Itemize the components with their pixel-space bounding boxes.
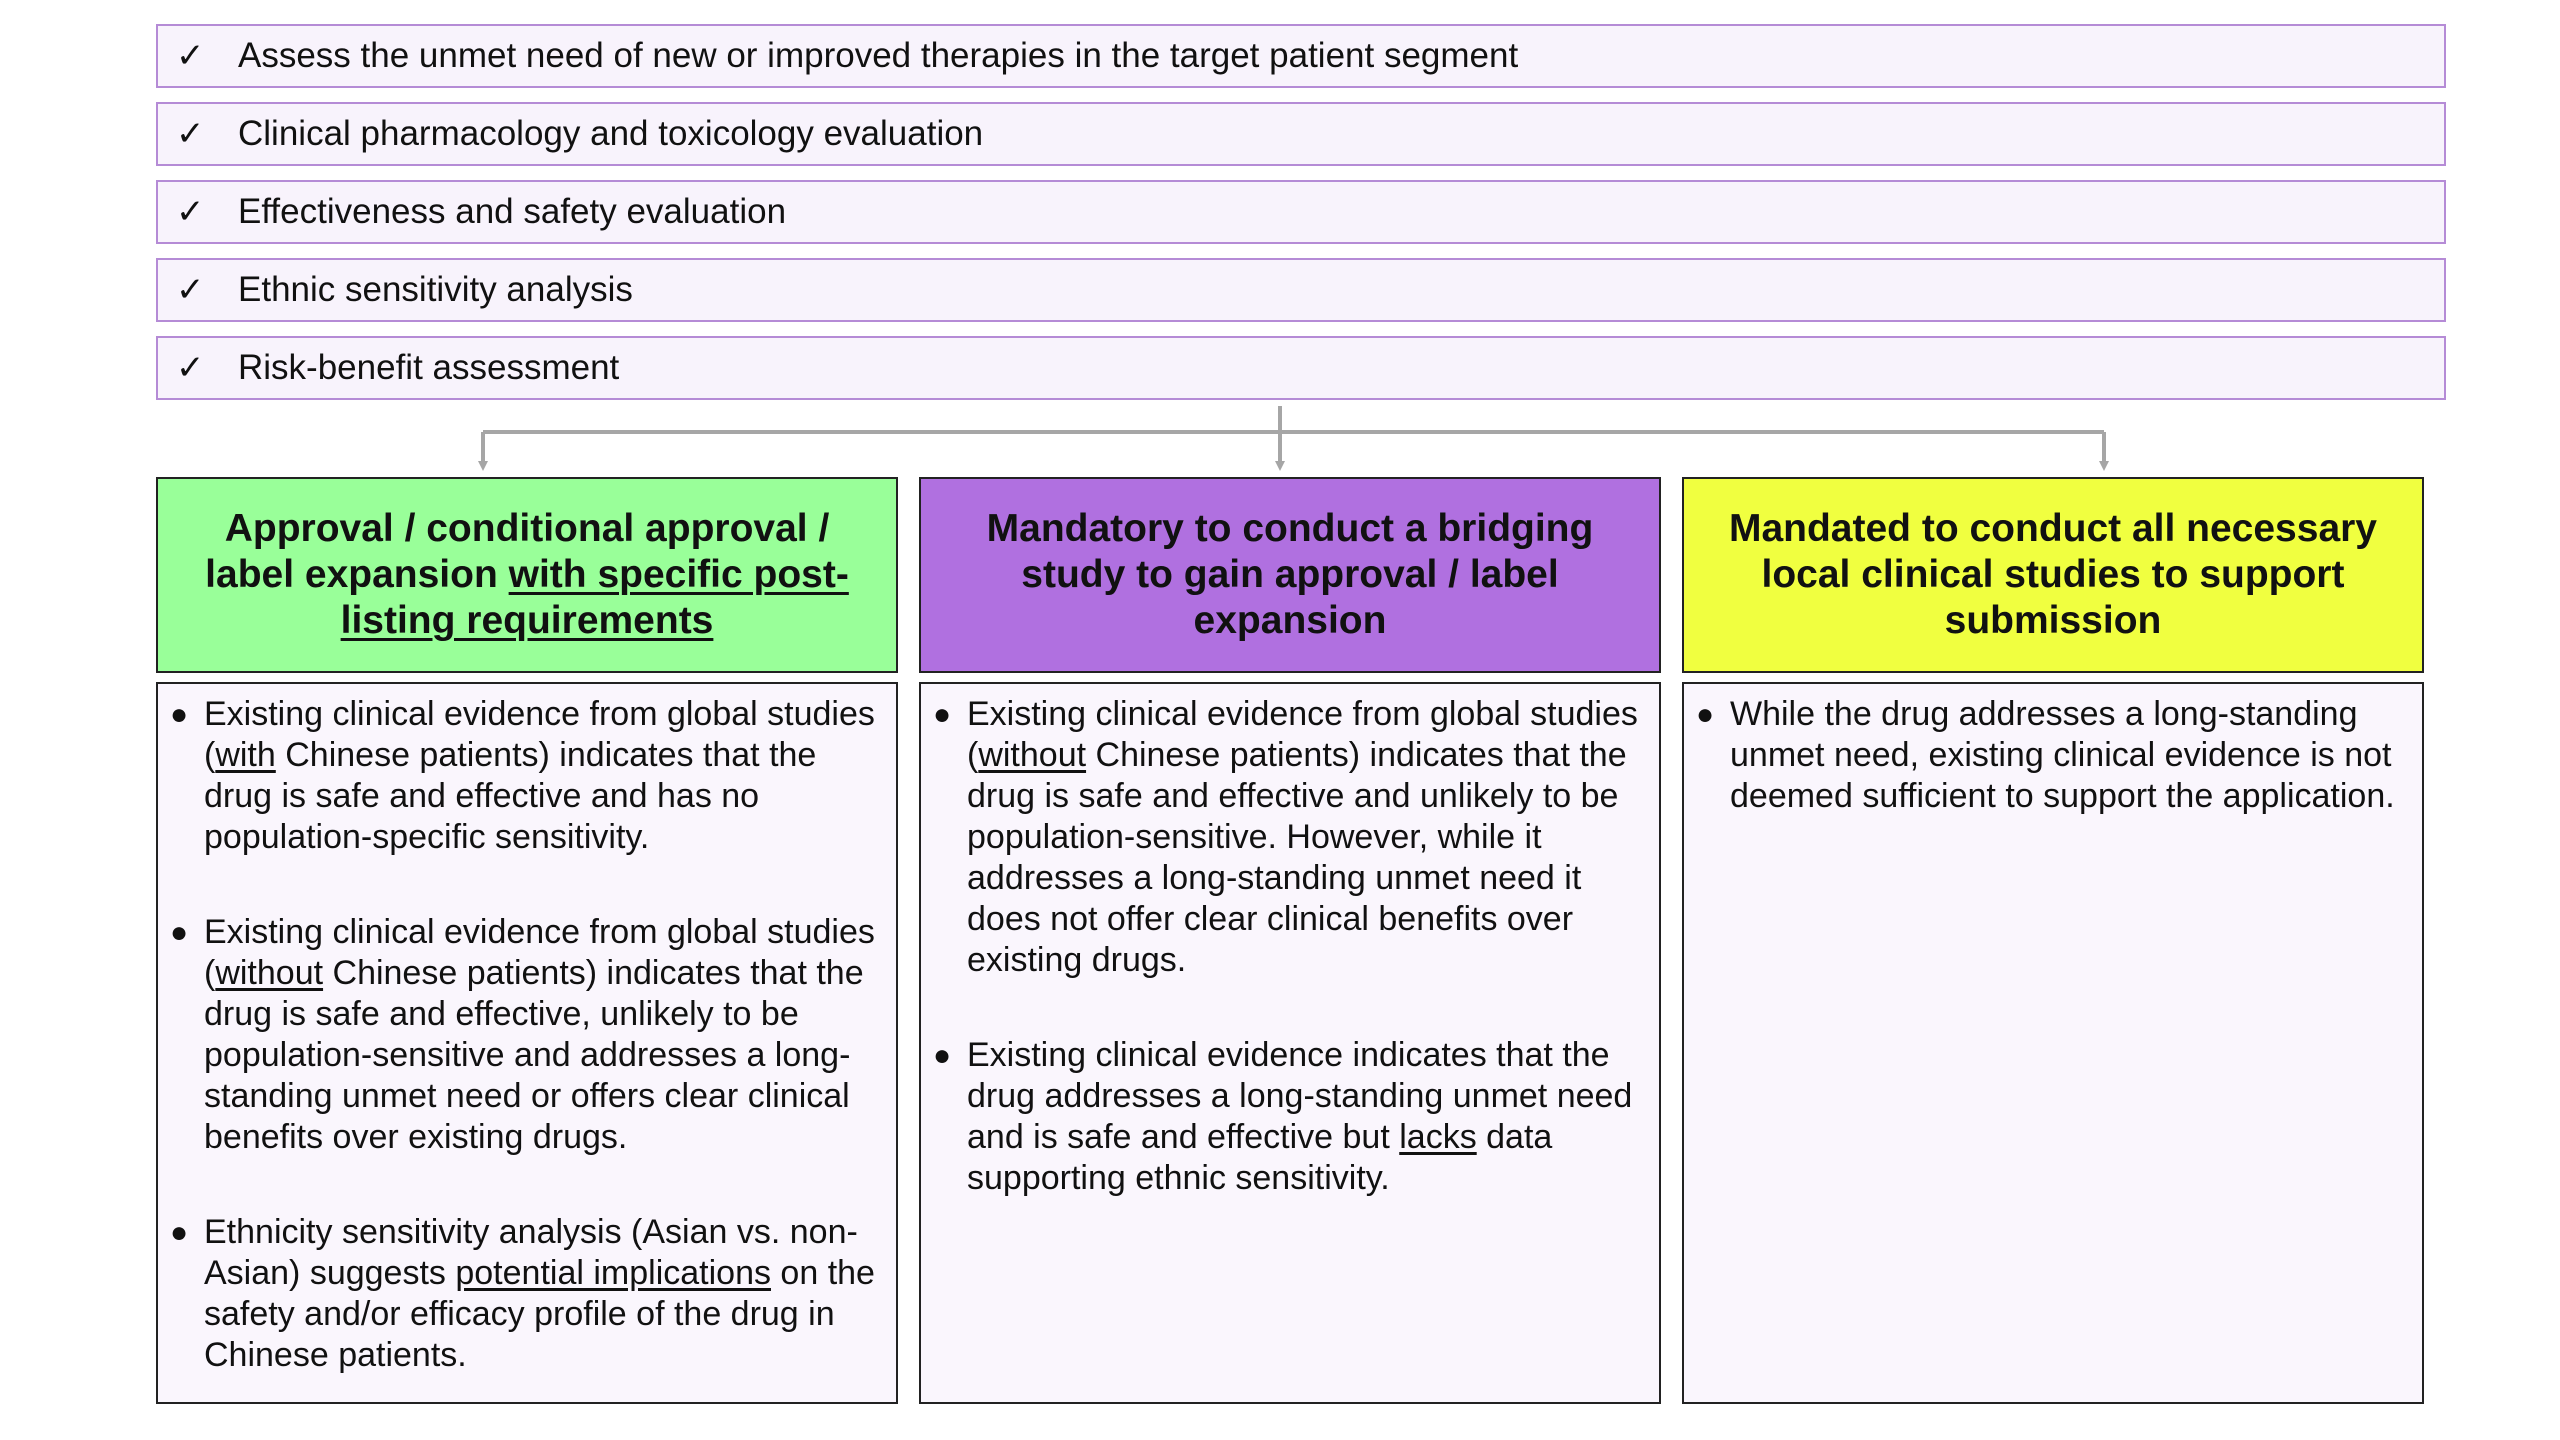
bullet-text: Chinese patients) indicates that the drug is safe and effective and unlikely to be population-sensitive. However, while it addresses a long-standing unmet need it does not offer clear clinical benefits over existing drugs. — [967, 736, 1627, 979]
bullet-emphasis: without — [978, 736, 1087, 774]
bullet-text: While the drug addresses a long-standing unmet need, existing clinical evidence is not deemed sufficient to support the application. — [1730, 695, 2395, 815]
header-underlined-text: with specific post-listing requirements — [340, 553, 849, 642]
bullet-text: Chinese patients) indicates that the drug is safe and effective, unlikely to be population-sensitive and addresses a long-standing unmet need or offers clear clinical benefits over existing drugs. — [204, 954, 864, 1156]
bullet-text: Ethnicity sensitivity analysis (Asian vs. non-Asian) suggests — [204, 1213, 858, 1292]
criterion-label: Risk-benefit assessment — [238, 348, 620, 387]
bullet-text: on the safety and/or efficacy profile of the drug in Chinese patients. — [204, 1254, 875, 1374]
bullet-icon: ● — [170, 1216, 189, 1249]
header-text: Mandatory to conduct a bridging study to gain approval / label expansion — [986, 507, 1594, 642]
bullet-text: Chinese patients) indicates that the drug is safe and effective and has no population-specific sensitivity. — [204, 736, 817, 856]
branch-connector — [0, 0, 2560, 480]
check-icon: ✓ — [176, 193, 205, 231]
criterion-label: Ethnic sensitivity analysis — [238, 270, 633, 309]
header-text: Mandated to conduct all necessary local clinical studies to support submission — [1728, 507, 2377, 642]
check-icon: ✓ — [176, 349, 205, 387]
criterion-label: Effectiveness and safety evaluation — [238, 192, 787, 231]
bullet-emphasis: with — [215, 736, 276, 774]
outcome-local-body — [1682, 682, 2424, 1404]
criterion-label: Clinical pharmacology and toxicology evaluation — [238, 114, 984, 153]
check-icon: ✓ — [176, 115, 205, 153]
bullet-text: data supporting ethnic sensitivity. — [967, 1118, 1553, 1197]
outcome-bridging-body — [919, 682, 1661, 1404]
bullet-icon: ● — [1696, 698, 1715, 731]
bullet-emphasis: potential implications — [455, 1254, 771, 1292]
list-item — [1696, 694, 2408, 817]
bullet-text: Existing clinical evidence from global studies ( — [204, 695, 875, 774]
list-item — [170, 912, 882, 1158]
bullet-emphasis: without — [215, 954, 324, 992]
list-item — [170, 1212, 882, 1376]
check-icon: ✓ — [176, 37, 205, 75]
outcome-local-header — [1682, 477, 2424, 673]
bullet-text: Existing clinical evidence from global studies ( — [204, 913, 875, 992]
bullet-text: Existing clinical evidence indicates that the drug addresses a long-standing unmet need and is safe and effective but — [967, 1036, 1633, 1156]
outcome-bridging-header — [919, 477, 1661, 673]
bullet-icon: ● — [933, 698, 952, 731]
list-item — [933, 694, 1645, 981]
bullet-icon: ● — [170, 916, 189, 949]
list-item — [170, 694, 882, 858]
list-item — [933, 1035, 1645, 1199]
criterion-label: Assess the unmet need of new or improved therapies in the target patient segment — [238, 36, 1519, 75]
header-text: Approval / conditional approval / label expansion — [205, 507, 830, 596]
outcome-approval-header — [156, 477, 898, 673]
bullet-emphasis: lacks — [1399, 1118, 1477, 1156]
bullet-icon: ● — [170, 698, 189, 731]
check-icon: ✓ — [176, 271, 205, 309]
bullet-icon: ● — [933, 1039, 952, 1072]
outcome-approval-body — [156, 682, 898, 1404]
bullet-text: Existing clinical evidence from global studies ( — [967, 695, 1638, 774]
